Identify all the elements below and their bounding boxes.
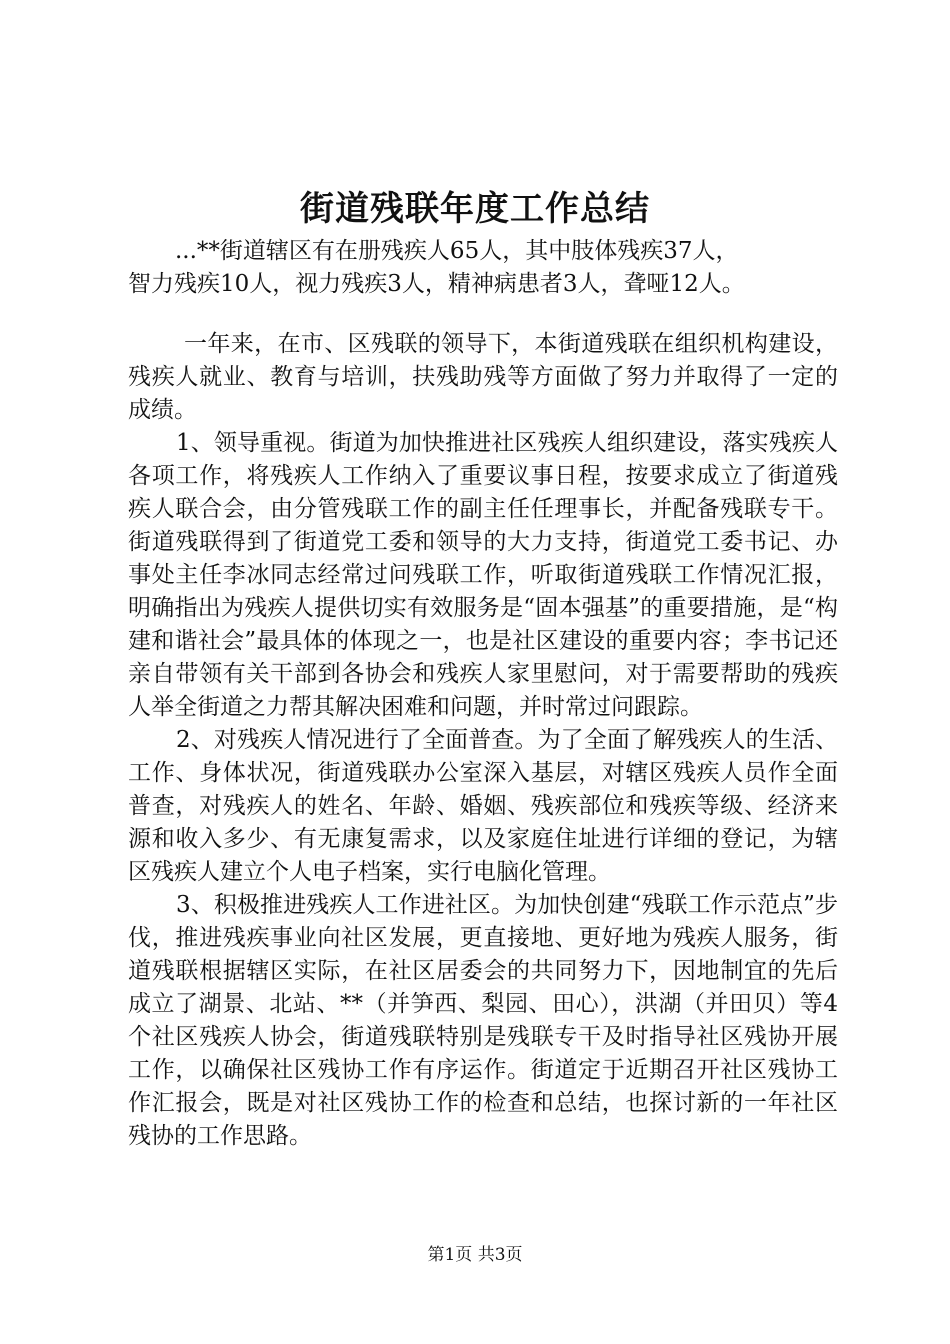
paragraph-survey: 2、对残疾人情况进行了全面普查。为了全面了解残疾人的生活、工作、身体状况，街道残联办公室深入基层，对辖区残疾人员作全面普查，对残疾人的姓名、年龄、婚姻、残疾部位和残疾等级、经济来源和收入多少、有无康复需求，以及家庭住址进行详细的登记，为辖区残疾人建立个人电子档案，实行电脑化管理。 [128,727,838,885]
paragraph-leadership: 1、领导重视。街道为加快推进社区残疾人组织建设，落实残疾人各项工作，将残疾人工作纳入了重要议事日程，按要求成立了街道残疾人联合会，由分管残联工作的副主任任理事长，并配备残联专干。街道残联得到了街道党工委和领导的大力支持，街道党工委书记、办事处主任李冰同志经常过问残联工作，听取街道残联工作情况汇报，明确指出为残疾人提供切实有效服务是“固本强基”的重要措施，是“构建和谐社会”最具体的体现之一，也是社区建设的重要内容；李书记还亲自带领有关干部到各协会和残疾人家里慰问，对于需要帮助的残疾人举全街道之力帮其解决困难和问题，并时常过问跟踪。 [128,430,838,720]
page-footer: 第1页 共3页 [427,1245,523,1265]
document-body [128,328,838,1153]
intro-line-2: 智力残疾10人，视力残疾3人，精神病患者3人，聋哑12人。 [128,271,745,297]
intro-line-1: ...**街道辖区有在册残疾人65人，其中肢体残疾37人， [175,238,739,264]
document-title: 街道残联年度工作总结 [300,189,650,229]
paragraph-overview: 一年来，在市、区残联的领导下，本街道残联在组织机构建设，残疾人就业、教育与培训，扶残助残等方面做了努力并取得了一定的成绩。 [128,331,838,423]
paragraph-community: 3、积极推进残疾人工作进社区。为加快创建“残联工作示范点”步伐，推进残疾事业向社区发展，更直接地、更好地为残疾人服务，街道残联根据辖区实际，在社区居委会的共同努力下，因地制宜的先后成立了湖景、北站、**（并笋西、梨园、田心），洪湖（并田贝）等4个社区残疾人协会，街道残联特别是残联专干及时指导社区残协开展工作，以确保社区残协工作有序运作。街道定于近期召开社区残协工作汇报会，既是对社区残协工作的检查和总结，也探讨新的一年社区残协的工作思路。 [128,892,838,1149]
intro-paragraph [128,235,838,301]
